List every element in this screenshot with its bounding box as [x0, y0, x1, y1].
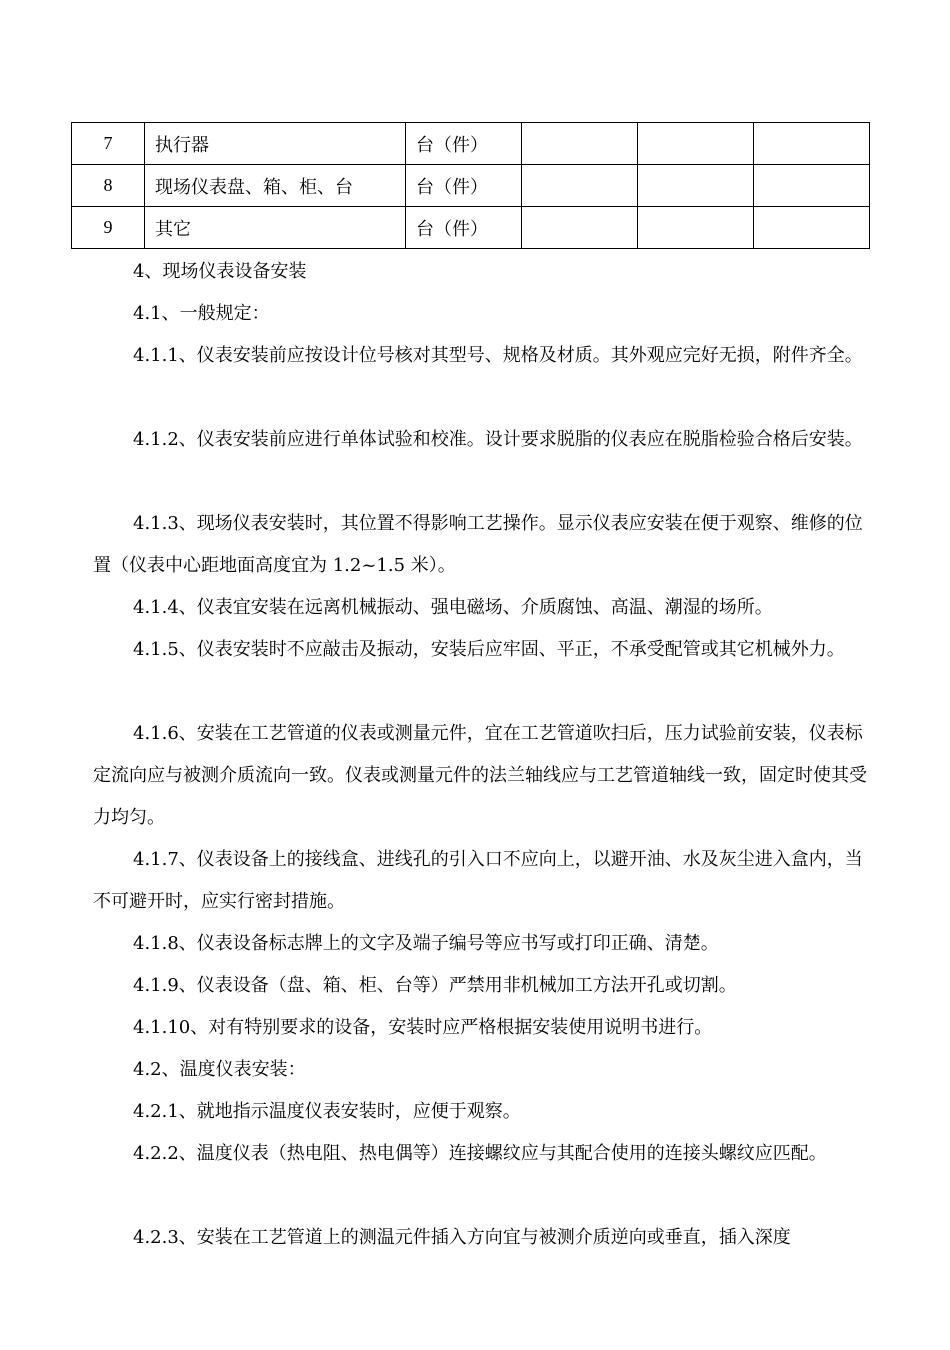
item-unit: 台（件）: [406, 165, 522, 207]
item-unit: 台（件）: [406, 207, 522, 249]
empty-cell: [638, 165, 754, 207]
empty-cell: [754, 123, 870, 165]
empty-cell: [522, 165, 638, 207]
empty-cell: [522, 207, 638, 249]
table-row: [72, 123, 870, 165]
item-name: 执行器: [145, 123, 406, 165]
item-name: 其它: [145, 207, 406, 249]
subsection-heading: 4.1、一般规定：: [133, 303, 270, 324]
paragraph: 4.1.2、仪表安装前应进行单体试验和校准。设计要求脱脂的仪表应在脱脂检验合格后安装。: [133, 429, 863, 450]
paragraph: 4.1.10、对有特别要求的设备，安装时应严格根据安装使用说明书进行。: [133, 1017, 713, 1038]
table-row: [72, 165, 870, 207]
row-number: 8: [72, 165, 145, 207]
paragraph: 4.1.1、仪表安装前应按设计位号核对其型号、规格及材质。其外观应完好无损，附件齐全。: [133, 345, 863, 366]
equipment-table: [71, 122, 870, 249]
empty-cell: [522, 123, 638, 165]
paragraph: 4.1.5、仪表安装时不应敲击及振动，安装后应牢固、平正，不承受配管或其它机械外力。: [133, 639, 845, 660]
subsection-heading: 4.2、温度仪表安装：: [133, 1059, 306, 1080]
section-heading: 4、现场仪表设备安装: [133, 261, 307, 282]
row-number: 7: [72, 123, 145, 165]
paragraph: 4.1.9、仪表设备（盘、箱、柜、台等）严禁用非机械加工方法开孔或切割。: [133, 975, 737, 996]
empty-cell: [754, 207, 870, 249]
paragraph: 4.1.8、仪表设备标志牌上的文字及端子编号等应书写或打印正确、清楚。: [133, 933, 719, 954]
paragraph: 4.1.7、仪表设备上的接线盒、进线孔的引入口不应向上，以避开油、水及灰尘进入盒内，当不可避开时，应实行密封措施。: [93, 849, 863, 912]
paragraph: 4.1.3、现场仪表安装时，其位置不得影响工艺操作。显示仪表应安装在便于观察、维修的位置（仪表中心距地面高度宜为 1.2~1.5 米）。: [93, 513, 863, 576]
paragraph: 4.2.3、安装在工艺管道上的测温元件插入方向宜与被测介质逆向或垂直，插入深度: [133, 1227, 791, 1248]
empty-cell: [638, 123, 754, 165]
table-row: [72, 207, 870, 249]
item-name: 现场仪表盘、箱、柜、台: [145, 165, 406, 207]
paragraph: 4.2.1、就地指示温度仪表安装时，应便于观察。: [133, 1101, 521, 1122]
item-unit: 台（件）: [406, 123, 522, 165]
empty-cell: [754, 165, 870, 207]
paragraph: 4.2.2、温度仪表（热电阻、热电偶等）连接螺纹应与其配合使用的连接头螺纹应匹配。: [133, 1143, 827, 1164]
paragraph: 4.1.4、仪表宜安装在远离机械振动、强电磁场、介质腐蚀、高温、潮湿的场所。: [133, 597, 773, 618]
paragraph: 4.1.6、安装在工艺管道的仪表或测量元件，宜在工艺管道吹扫后，压力试验前安装，仪表标定流向应与被测介质流向一致。仪表或测量元件的法兰轴线应与工艺管道轴线一致，固定时使其受力均匀。: [93, 723, 867, 828]
row-number: 9: [72, 207, 145, 249]
empty-cell: [638, 207, 754, 249]
